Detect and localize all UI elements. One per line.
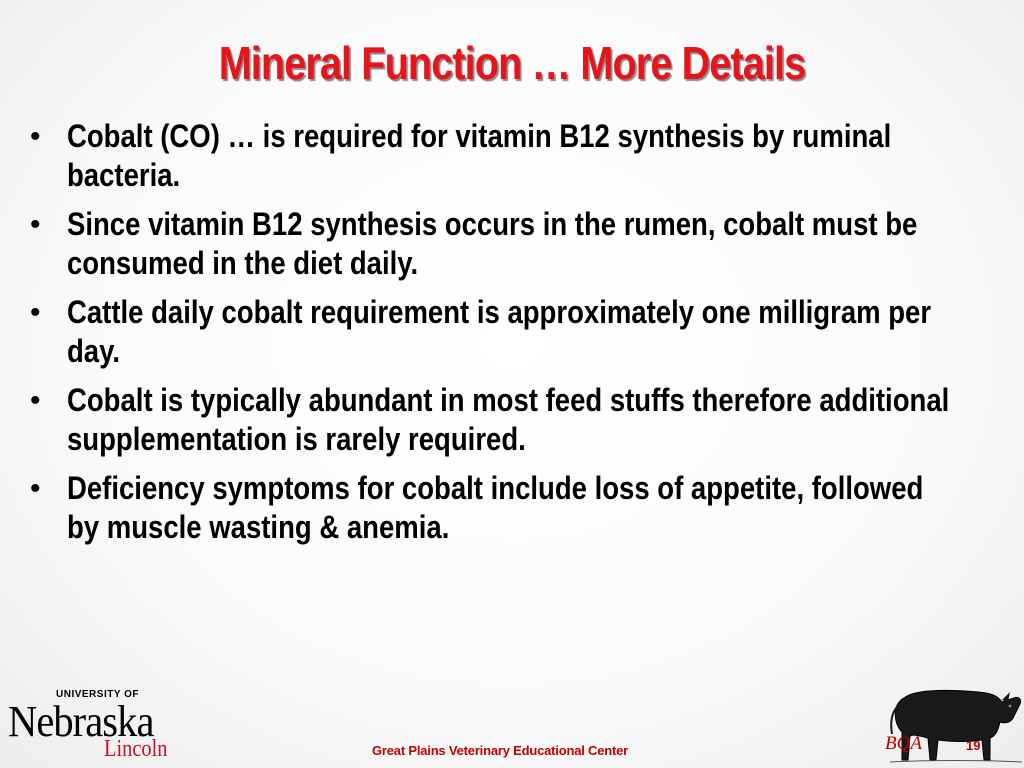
bullet-text: Cobalt (CO) … is required for vitamin B12 synthesis by ruminal bacteria. <box>67 118 892 193</box>
bullet-item <box>30 293 1020 371</box>
bullet-item <box>30 117 1020 195</box>
university-logo <box>8 686 183 762</box>
slide-title: Mineral Function … More Details <box>218 37 806 89</box>
bqa-badge: BQA <box>885 733 922 754</box>
logo-nebraska: Nebraska <box>8 697 154 746</box>
bullet-item <box>30 381 1020 459</box>
bullet-dot: • <box>30 296 41 329</box>
bullet-dot: • <box>30 120 41 153</box>
bullet-item <box>30 469 1020 547</box>
logo-university-of: UNIVERSITY OF <box>56 689 139 700</box>
bullet-text: Cattle daily cobalt requirement is approximately one milligram per day. <box>67 294 932 369</box>
bullet-dot: • <box>30 384 41 417</box>
bullet-item <box>30 205 1020 283</box>
bullet-text: Cobalt is typically abundant in most feed stuffs therefore additional supplementation is rarely required. <box>67 382 950 457</box>
footer-text: Great Plains Veterinary Educational Center <box>372 743 629 758</box>
bullet-text: Deficiency symptoms for cobalt include loss of appetite, followed by muscle wasting & anemia. <box>67 470 924 545</box>
bullet-list <box>30 117 1020 557</box>
page-number: 19 <box>966 738 981 753</box>
bullet-dot: • <box>30 208 41 241</box>
bullet-text: Since vitamin B12 synthesis occurs in the rumen, cobalt must be consumed in the diet daily. <box>67 206 918 281</box>
bullet-dot: • <box>30 472 41 505</box>
logo-lincoln: Lincoln <box>104 736 168 762</box>
